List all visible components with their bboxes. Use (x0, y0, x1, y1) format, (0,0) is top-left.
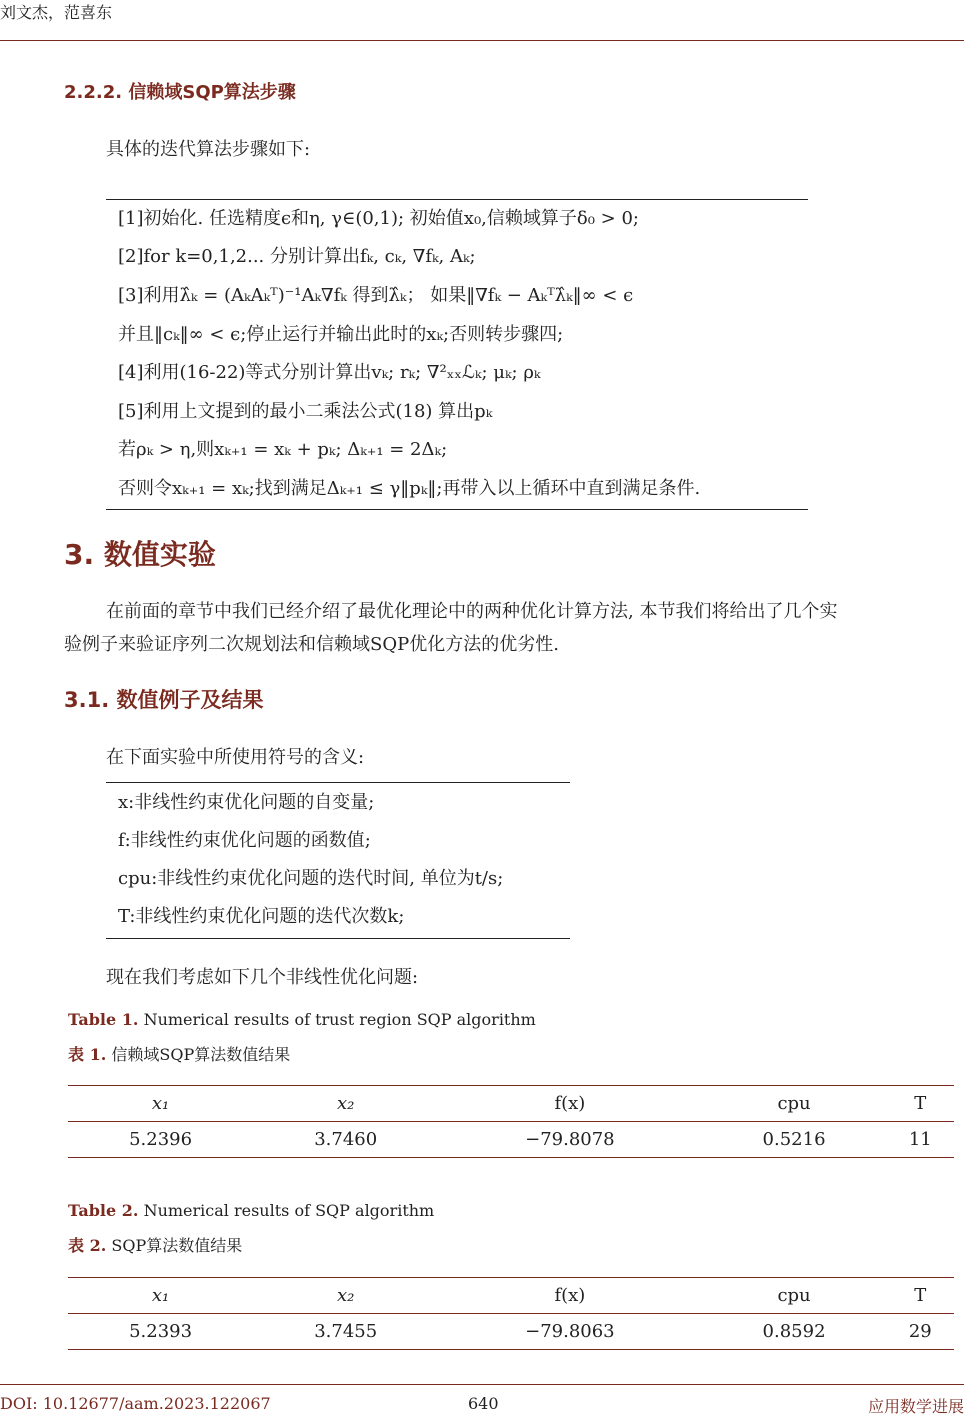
table1-caption-cn-text: 信赖域SQP算法数值结果 (111, 1045, 291, 1064)
running-header-authors: 刘文杰，范喜东 (0, 3, 113, 22)
problems-lead: 现在我们考虑如下几个非线性优化问题: (106, 967, 419, 988)
table2-header-row (68, 1278, 954, 1314)
table1-col-T: T (914, 1093, 927, 1114)
table2-label-en: Table 2. (68, 1201, 139, 1220)
algorithm-box (106, 199, 808, 510)
algorithm-step: [1]初始化. 任选精度ϵ和η, γ∈(0,1); 初始值x₀,信赖域算子δ₀ > 0; (118, 208, 639, 229)
algorithm-step: 若ρₖ > η,则xₖ₊₁ = xₖ + pₖ; Δₖ₊₁ = 2Δₖ; (118, 439, 448, 460)
table1-cell: 3.7460 (314, 1129, 378, 1150)
table1-col-cpu: cpu (777, 1093, 811, 1114)
header-rule (0, 40, 964, 41)
table1-header-row (68, 1086, 954, 1122)
section-heading-2-2-2: 2.2.2. 信赖域SQP算法步骤 (64, 82, 296, 103)
algorithm-step: [3]利用λ̂ₖ = (AₖAₖᵀ)⁻¹Aₖ∇fₖ 得到λ̂ₖ； 如果‖∇fₖ − Aₖᵀλ̂ₖ‖∞ < ϵ (118, 285, 634, 306)
table1-cell: 11 (908, 1129, 932, 1150)
symbol-definition: f:非线性约束优化问题的函数值; (118, 830, 371, 851)
symbol-definition: cpu:非线性约束优化问题的迭代时间, 单位为t/s; (118, 868, 504, 889)
table2-col-x1: x₁ (151, 1285, 170, 1306)
table1-col-x1: x₁ (151, 1093, 170, 1114)
section-3-paragraph-line1: 在前面的章节中我们已经介绍了最优化理论中的两种优化计算方法, 本节我们将给出了几个实 (106, 601, 838, 622)
section-heading-3: 3. 数值实验 (64, 538, 216, 571)
table1-cell: 5.2396 (129, 1129, 193, 1150)
table1-cell: −79.8078 (525, 1129, 615, 1150)
table2-cell: 3.7455 (314, 1321, 378, 1342)
table1-col-fx: f(x) (554, 1093, 586, 1114)
table1-caption-cn (68, 1042, 290, 1065)
table2-cell: 0.8592 (762, 1321, 826, 1342)
journal-name-link[interactable]: 应用数学进展 (867, 1397, 964, 1416)
table2-caption-en-text: Numerical results of SQP algorithm (143, 1201, 435, 1220)
table1-label-cn: 表 1. (68, 1045, 107, 1064)
table2-caption-cn-text: SQP算法数值结果 (111, 1236, 243, 1255)
table2 (68, 1277, 954, 1350)
table2-col-cpu: cpu (777, 1285, 811, 1306)
table2-cell: −79.8063 (525, 1321, 615, 1342)
section-3-paragraph-line2: 验例子来验证序列二次规划法和信赖域SQP优化方法的优劣性. (64, 634, 559, 655)
algorithm-step: 否则令xₖ₊₁ = xₖ;找到满足Δₖ₊₁ ≤ γ‖pₖ‖;再带入以上循环中直到满足条件. (118, 478, 701, 499)
table-row (68, 1314, 954, 1350)
algorithm-intro: 具体的迭代算法步骤如下: (106, 139, 311, 160)
table2-label-cn: 表 2. (68, 1236, 107, 1255)
symbol-definition: T:非线性约束优化问题的迭代次数k; (118, 906, 405, 927)
table1-caption-en (68, 1010, 536, 1029)
table2-caption-en (68, 1201, 434, 1220)
table1-cell: 0.5216 (762, 1129, 826, 1150)
table2-col-x2: x₂ (337, 1285, 355, 1306)
footer-rule (0, 1384, 964, 1385)
table1 (68, 1085, 954, 1158)
table1-col-x2: x₂ (337, 1093, 355, 1114)
symbol-definition: x:非线性约束优化问题的自变量; (118, 792, 375, 813)
table2-caption-cn (68, 1233, 242, 1256)
table2-cell: 5.2393 (129, 1321, 193, 1342)
section-heading-3-1: 3.1. 数值例子及结果 (64, 688, 264, 712)
table2-col-T: T (914, 1285, 927, 1306)
algorithm-step: [2]for k=0,1,2... 分别计算出fₖ, cₖ, ∇fₖ, Aₖ; (118, 246, 476, 267)
symbols-intro: 在下面实验中所使用符号的含义: (106, 747, 365, 768)
algorithm-step: 并且‖cₖ‖∞ < ϵ;停止运行并输出此时的xₖ;否则转步骤四; (118, 324, 564, 345)
table1-caption-en-text: Numerical results of trust region SQP algorithm (143, 1010, 536, 1029)
symbols-box (106, 782, 570, 939)
table2-col-fx: f(x) (554, 1285, 586, 1306)
doi-link[interactable]: DOI: 10.12677/aam.2023.122067 (0, 1394, 271, 1413)
table1-label-en: Table 1. (68, 1010, 139, 1029)
algorithm-step: [4]利用(16-22)等式分别计算出vₖ; rₖ; ∇²ₓₓℒₖ; μₖ; ρₖ (118, 362, 541, 383)
algorithm-step: [5]利用上文提到的最小二乘法公式(18) 算出pₖ (118, 401, 493, 422)
table-row (68, 1122, 954, 1158)
page-number: 640 (468, 1394, 499, 1413)
table2-cell: 29 (908, 1321, 932, 1342)
